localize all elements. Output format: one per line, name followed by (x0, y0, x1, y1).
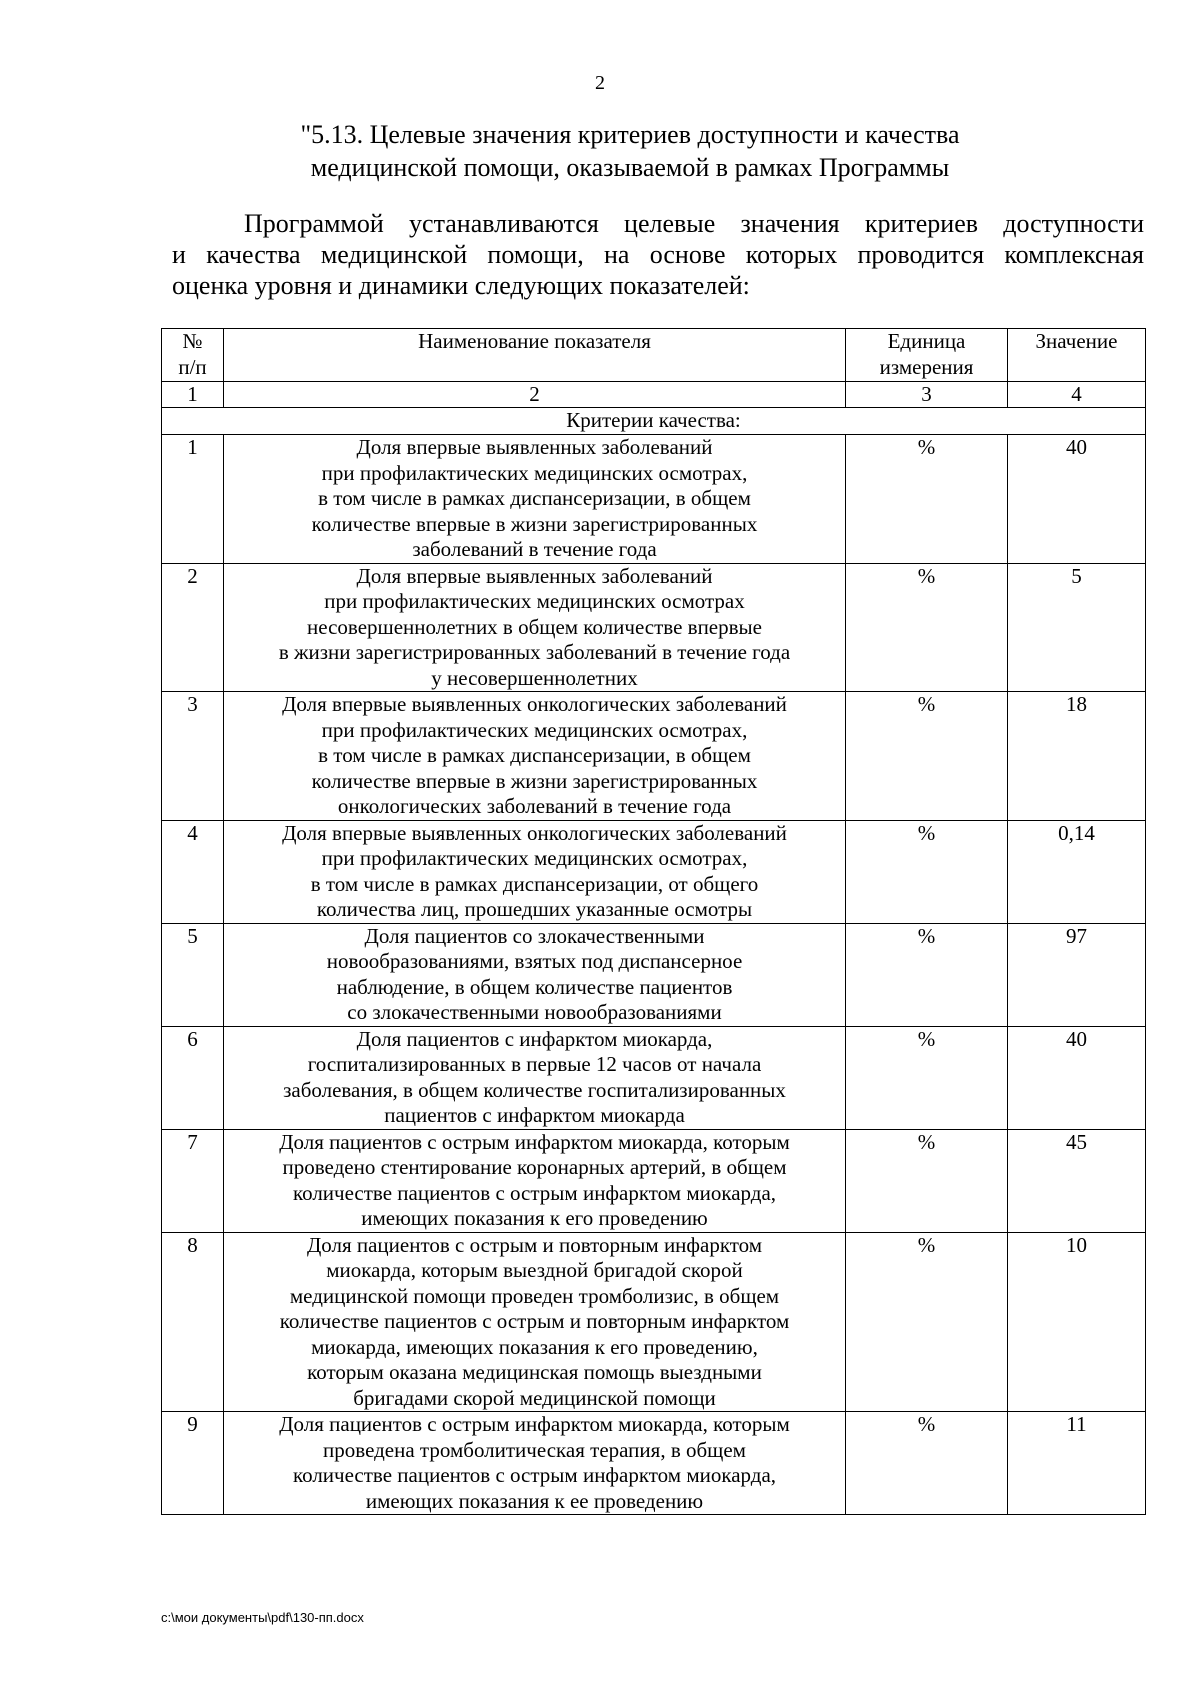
indicator-name-line: Доля впервые выявленных онкологических заболеваний (282, 692, 787, 716)
indicator-name-line: при профилактических медицинских осмотрах (324, 589, 745, 613)
indicator-name (224, 820, 846, 923)
value: 97 (1008, 923, 1146, 1026)
unit: % (846, 1026, 1008, 1129)
table-row (162, 435, 1146, 564)
column-number: 2 (224, 382, 846, 408)
column-number: 1 (162, 382, 224, 408)
indicator-name (224, 563, 846, 692)
indicator-name-line: несовершеннолетних в общем количестве впервые (307, 614, 762, 639)
indicator-name-line: которым оказана медицинская помощь выездными (307, 1360, 762, 1384)
indicator-name-line: проведено стентирование коронарных артерий, в общем (282, 1155, 787, 1179)
indicator-name-line: в жизни зарегистрированных заболеваний в течение года (278, 640, 791, 664)
header-name: Наименование показателя (224, 329, 846, 382)
indicator-name-line: проведена тромболитическая терапия, в общем (323, 1437, 746, 1462)
value: 40 (1008, 1026, 1146, 1129)
table-row (162, 820, 1146, 923)
indicator-name-line: новообразованиями, взятых под диспансерное (326, 949, 743, 973)
page-number: 2 (595, 72, 605, 94)
indicator-name-line: в том числе в рамках диспансеризации, в общем (318, 743, 751, 767)
value: 18 (1008, 692, 1146, 821)
column-number: 4 (1008, 382, 1146, 408)
indicator-name-line: имеющих показания к его проведению (361, 1206, 708, 1230)
unit: % (846, 1412, 1008, 1515)
indicator-name-line: госпитализированных в первые 12 часов от начала (307, 1052, 762, 1076)
unit: % (846, 563, 1008, 692)
indicator-name-line: количестве пациентов с острым инфарктом миокарда, (292, 1180, 777, 1205)
table-row (162, 1412, 1146, 1515)
indicator-name (224, 1412, 846, 1515)
row-number: 3 (162, 692, 224, 821)
indicator-name-line: пациентов с инфарктом миокарда (384, 1103, 685, 1127)
column-numbers-row (162, 382, 1146, 408)
row-number: 6 (162, 1026, 224, 1129)
indicator-name-line: заболевания, в общем количестве госпитализированных (283, 1077, 786, 1102)
indicator-name-line: Доля пациентов с инфарктом миокарда, (356, 1026, 713, 1051)
indicator-name-line: наблюдение, в общем количестве пациентов (336, 974, 733, 999)
indicator-name-line: количества лиц, прошедших указанные осмотры (316, 897, 753, 921)
table-row (162, 692, 1146, 821)
heading-line: медицинской помощи, оказываемой в рамках Программы (310, 153, 950, 182)
row-number: 4 (162, 820, 224, 923)
unit: % (846, 435, 1008, 564)
table-row (162, 1232, 1146, 1412)
indicator-name-line: Доля пациентов с острым и повторным инфарктом (306, 1232, 763, 1257)
table-row (162, 1129, 1146, 1232)
column-number: 3 (846, 382, 1008, 408)
unit: % (846, 692, 1008, 821)
row-number: 7 (162, 1129, 224, 1232)
unit: % (846, 820, 1008, 923)
intro-line: Программой устанавливаются целевые значения критериев доступности (244, 209, 1144, 238)
indicator-name-line: в том числе в рамках диспансеризации, в общем (318, 486, 751, 510)
indicator-name-line: количестве пациентов с острым и повторным инфарктом (279, 1309, 790, 1333)
section-title-row (162, 408, 1146, 435)
intro-line: и качества медицинской помощи, на основе которых проводится комплексная (172, 240, 1144, 269)
indicator-name-line: при профилактических медицинских осмотрах, (321, 717, 748, 742)
row-number: 9 (162, 1412, 224, 1515)
indicator-name-line: Доля впервые выявленных заболеваний (356, 563, 713, 588)
indicator-name-line: Доля впервые выявленных онкологических заболеваний (282, 820, 787, 845)
indicator-name-line: количестве впервые в жизни зарегистрированных (311, 511, 758, 536)
indicator-name-line: в том числе в рамках диспансеризации, от общего (310, 871, 759, 896)
value: 45 (1008, 1129, 1146, 1232)
section-title: Критерии качества: (162, 408, 1146, 435)
indicator-name-line: количестве пациентов с острым инфарктом миокарда, (292, 1463, 777, 1487)
indicator-name-line: при профилактических медицинских осмотрах, (321, 460, 748, 485)
indicator-name-line: онкологических заболеваний в течение года (337, 794, 732, 818)
row-number: 8 (162, 1232, 224, 1412)
row-number: 2 (162, 563, 224, 692)
indicator-name (224, 1026, 846, 1129)
row-number: 1 (162, 435, 224, 564)
indicator-name (224, 435, 846, 564)
indicator-name-line: Доля пациентов с острым инфарктом миокарда, которым (279, 1129, 790, 1154)
footer-file-path: c:\мои документы\pdf\130-пп.docx (161, 1610, 364, 1625)
unit: % (846, 923, 1008, 1026)
header-unit: Единица измерения (846, 329, 1008, 382)
value: 40 (1008, 435, 1146, 564)
indicator-name-line: миокарда, которым выездной бригадой скорой (326, 1258, 743, 1282)
indicator-name (224, 1232, 846, 1412)
intro-paragraph (172, 208, 1144, 301)
table-row (162, 563, 1146, 692)
unit: % (846, 1232, 1008, 1412)
indicator-name-line: миокарда, имеющих показания к его проведению, (311, 1334, 758, 1359)
indicator-name (224, 923, 846, 1026)
indicator-name-line: медицинской помощи проведен тромболизис, в общем (289, 1283, 780, 1308)
intro-line: оценка уровня и динамики следующих показателей: (172, 271, 750, 300)
indicator-name-line: Доля пациентов с острым инфарктом миокарда, которым (279, 1412, 790, 1436)
indicator-name-line: со злокачественными новообразованиями (347, 1000, 722, 1024)
value: 10 (1008, 1232, 1146, 1412)
indicator-name (224, 1129, 846, 1232)
value: 11 (1008, 1412, 1146, 1515)
row-number: 5 (162, 923, 224, 1026)
indicator-name-line: у несовершеннолетних (431, 665, 638, 690)
indicators-table (161, 328, 1146, 1515)
table-row (162, 1026, 1146, 1129)
table-row (162, 923, 1146, 1026)
indicator-name (224, 692, 846, 821)
value: 5 (1008, 563, 1146, 692)
indicator-name-line: бригадами скорой медицинской помощи (353, 1385, 716, 1410)
heading-line: "5.13. Целевые значения критериев доступности и качества (300, 120, 960, 149)
indicator-name-line: Доля пациентов со злокачественными (364, 923, 705, 948)
indicator-name-line: Доля впервые выявленных заболеваний (356, 435, 713, 459)
indicator-name-line: при профилактических медицинских осмотрах, (321, 846, 748, 870)
indicator-name-line: количестве впервые в жизни зарегистрированных (311, 768, 758, 793)
header-value: Значение (1008, 329, 1146, 382)
section-heading (200, 118, 1060, 184)
header-num: № п/п (162, 329, 224, 382)
unit: % (846, 1129, 1008, 1232)
value: 0,14 (1008, 820, 1146, 923)
indicator-name-line: имеющих показания к ее проведению (365, 1488, 704, 1513)
table-header-row (162, 329, 1146, 382)
indicator-name-line: заболеваний в течение года (412, 537, 657, 561)
